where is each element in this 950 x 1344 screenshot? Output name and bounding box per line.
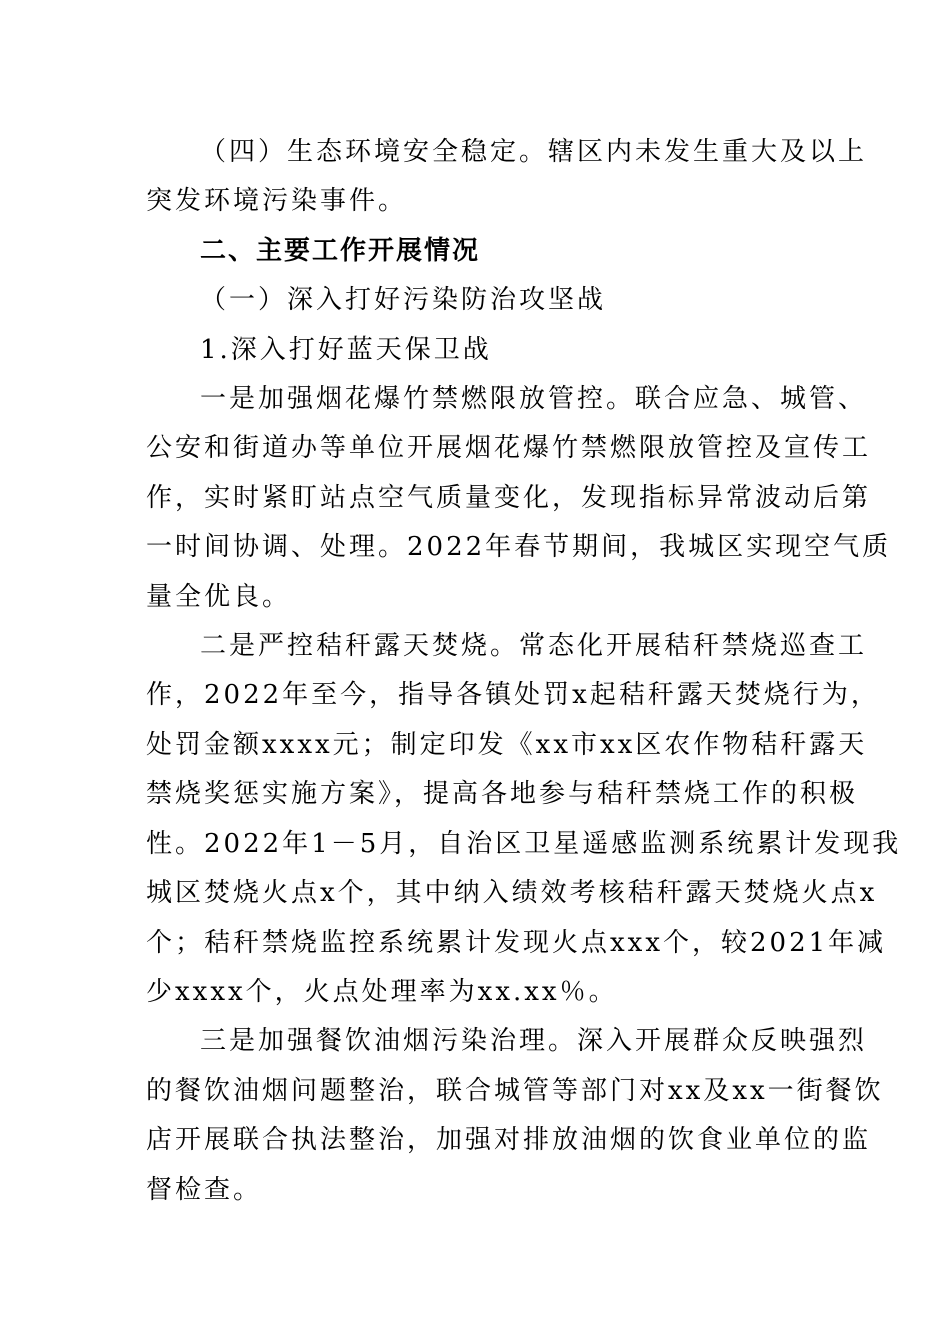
paragraph-oil-smoke-line: 督检查。 xyxy=(146,1174,263,1205)
paragraph-fireworks-line: 一是加强烟花爆竹禁燃限放管控。联合应急、城管、 xyxy=(200,384,868,415)
paragraph-straw-line: 个；秸秆禁烧监控系统累计发现火点xxx个，较2021年减 xyxy=(146,927,887,958)
heading-main-work: 二、主要工作开展情况 xyxy=(200,235,481,266)
paragraph-straw-line: 禁烧奖惩实施方案》，提高各地参与秸秆禁烧工作的积极 xyxy=(146,779,859,810)
paragraph-straw-line: 二是严控秸秆露天焚烧。常态化开展秸秆禁烧巡查工 xyxy=(200,631,868,662)
paragraph-fireworks-line: 公安和街道办等单位开展烟花爆竹禁燃限放管控及宣传工 xyxy=(146,433,872,464)
item-blue-sky: 1.深入打好蓝天保卫战 xyxy=(200,334,492,365)
paragraph-oil-smoke-line: 的餐饮油烟问题整治，联合城管等部门对xx及xx一街餐饮 xyxy=(146,1075,884,1106)
paragraph-oil-smoke-line: 三是加强餐饮油烟污染治理。深入开展群众反映强烈 xyxy=(200,1026,868,1057)
paragraph-fireworks-line: 量全优良。 xyxy=(146,581,292,612)
paragraph-fireworks-line: 一时间协调、处理。2022年春节期间，我城区实现空气质 xyxy=(146,532,892,563)
document-page xyxy=(146,128,902,1215)
paragraph-straw-line: 处罚金额xxxx元；制定印发《xx市xx区农作物秸秆露天 xyxy=(146,729,868,760)
paragraph-straw-line: 城区焚烧火点x个，其中纳入绩效考核秸秆露天焚烧火点x xyxy=(146,878,878,909)
paragraph-fireworks-line: 作，实时紧盯站点空气质量变化，发现指标异常波动后第 xyxy=(146,482,872,513)
paragraph-oil-smoke-line: 店开展联合执法整治，加强对排放油烟的饮食业单位的监 xyxy=(146,1125,872,1156)
subheading-pollution-control: （一）深入打好污染防治攻坚战 xyxy=(200,285,607,316)
section-four-line-2: 突发环境污染事件。 xyxy=(146,186,408,217)
paragraph-straw-line: 作，2022年至今，指导各镇处罚x起秸秆露天焚烧行为， xyxy=(146,680,880,711)
paragraph-straw-line: 性。2022年1－5月，自治区卫星遥感监测系统累计发现我 xyxy=(146,828,902,859)
paragraph-straw-line: 少xxxx个，火点处理率为xx.xx％。 xyxy=(146,976,618,1007)
section-four-line-1: （四）生态环境安全稳定。辖区内未发生重大及以上 xyxy=(200,137,868,167)
